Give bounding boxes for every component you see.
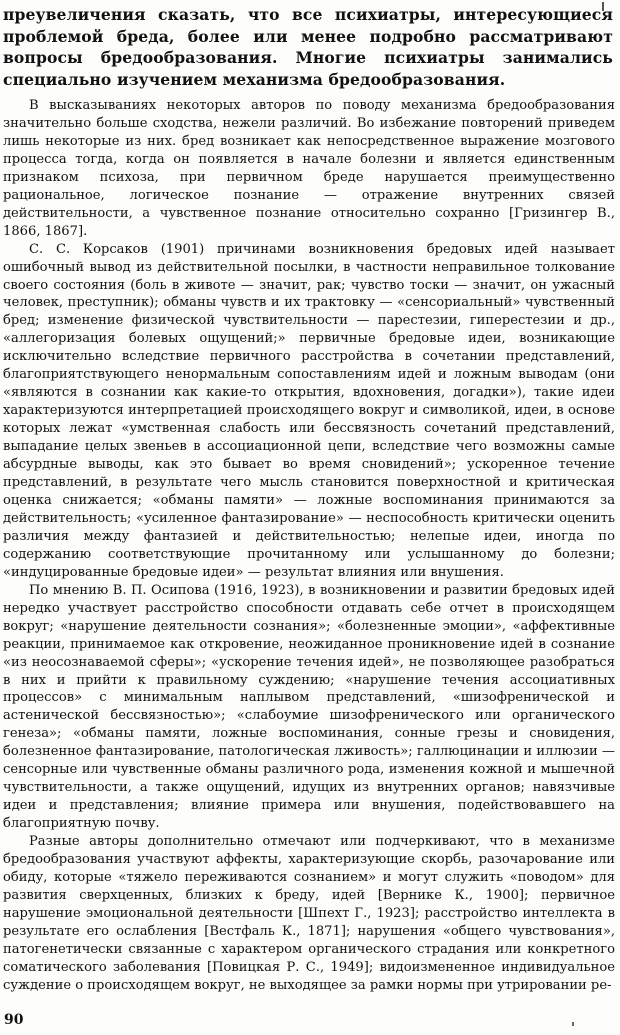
page-number: 90 — [4, 1012, 24, 1028]
paragraph-3: По мнению В. П. Осипова (1916, 1923), в возникновении и развитии бредовых идей нередко участвует расстройство способности отдавать себе отчет в происходящем вокруг; «нарушение деятельности сознания»; «болезненные эмоции», «аффективные реакции, принимаемое как откровение, неожиданное проникновение идей в сознание «из неосознаваемой сферы»; «ускорение течения идей», не позволяющее разобраться в них и прийти к правильному суждению; «нарушение течения ассоциативных процессов» с минимальным наплывом представлений, «шизофренической и астенической бессвязностью»; «слабоумие шизофренического или органического генеза»; «обманы памяти, ложные воспоминания, сонные грезы и сновидения, болезненное фантазирование, патологическая лживость»; галлюцинации и иллюзии — сенсорные или чувственные обманы различного рода, изменения кожной и мышечной чувствительности, а также ощущений, идущих из внутренних органов; навязчивые идеи и представления; влияние примера или внушения, подействовавшего на благоприятную почву. — [3, 582, 615, 832]
paragraph-1: В высказываниях некоторых авторов по поводу механизма бредообразования значительно больше сходства, нежели различий. Во избежание повторений приведем лишь некоторые из них. бред возникает как непосредственное выражение мозгового процесса тогда, когда он появляется в начале болезни и является единственным признаком психоза, при первичном бреде нарушается преимущественно рациональное, логическое познание — отражение внутренних связей действительности, а чувственное познание относительно сохранно [Гризингер В., 1866, 1867]. — [3, 98, 615, 239]
paragraph-4: Разные авторы дополнительно отмечают или подчеркивают, что в механизме бредообразования участвуют аффекты, характеризующие скорбь, разочарование или обиду, которые «тяжело переживаются сознанием» и могут служить «поводом» для развития сверхценных, близких к бреду, идей [Верникe К., 1900]; первичное нарушение эмоциональной деятельности [Шпехт Г., 1923]; расстройство интеллекта в результате его ослабления [Вестфаль К., 1871]; нарушения «общего чувствования», патогенетически связанные с характером органического страдания или конкретного соматического заболевания [Повицкая Р. С., 1949]; видоизмененное индивидуальное суждение о происходящем вокруг, не выходящее за рамки нормы при утрировании ре- — [3, 834, 615, 993]
paragraph-2: С. С. Корсаков (1901) причинами возникновения бредовых идей называет ошибочный вывод из действительной посылки, в частности неправильное толкование своего состояния (боль в животе — значит, рак; чувство тоски — значит, он ужасный человек, преступник); обманы чувств и их трактовку — «сенсориальный» чувственный бред; изменение физической чувствительности — парестезии, гиперестезии и др., «аллегоризация болевых ощущений;» первичные бредовые идеи, возникающие исключительно вследствие первичного расстройства в сочетании представлений, благоприятствующего ненормальным сопоставлениям идей и ложным выводам (они «являются в сознании как какие-то открытия, вдохновения, догадки»), такие идеи характеризуются интерпретацией происходящего вокруг и символикой, идеи, в основе которых лежат «умственная слабость или бессвязность сочетаний представлений, выпадание целых звеньев в ассоциационной цепи, вследствие чего возможны самые абсурдные выводы, как это бывает во время сновидений»; ускоренное течение представлений, в результате чего мысль становится поверхностной и критическая оценка снижается; «обманы памяти» — ложные воспоминания принимаются за действительность; «усиленное фантазирование» — неспособность критически оценить различия между фантазией и действительностью; нелепые идеи, иногда по содержанию соответствующие прочитанному или услышанному до болезни; «индуцированные бредовые идеи» — результат влияния или внушения. — [3, 241, 615, 580]
body-text — [3, 97, 615, 995]
scan-mark — [572, 1022, 574, 1026]
intro-paragraph: преувеличения сказать, что все психиатры, интересующиеся проблемой бреда, более или менее подробно рассматривают вопросы бредообразования. Многие психиатры занимались специально изучением механизма бредообразования. — [3, 5, 613, 89]
